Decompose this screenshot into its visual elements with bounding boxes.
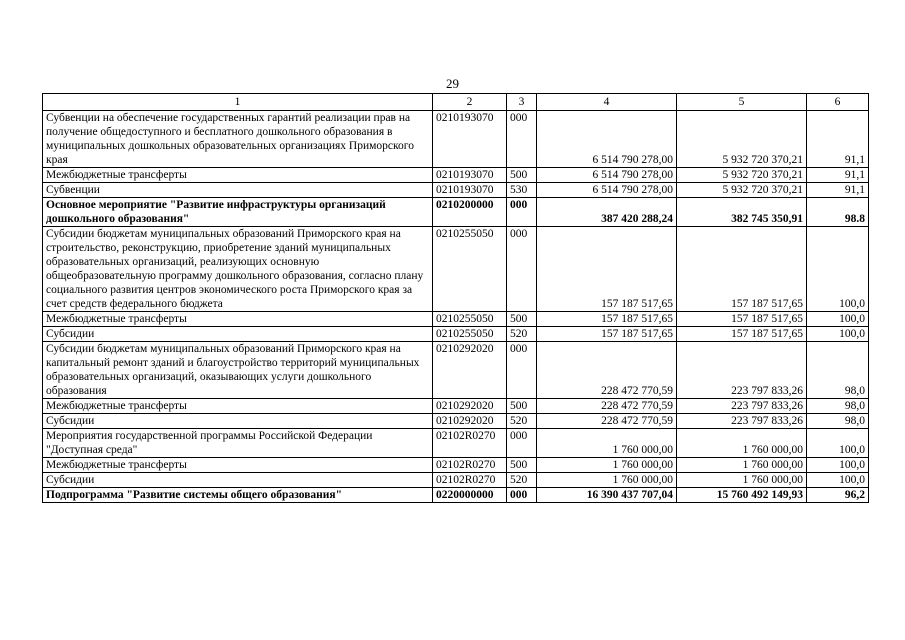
row-fact-cell: 157 187 517,65: [677, 227, 807, 312]
budget-table: [42, 93, 869, 503]
row-code-cell: 0210193070: [433, 183, 507, 198]
row-fact-cell: 1 760 000,00: [677, 429, 807, 458]
row-percent-cell: 100,0: [807, 312, 869, 327]
row-name-cell: Субсидии: [43, 414, 433, 429]
row-code-cell: 0210193070: [433, 111, 507, 168]
row-kind-cell: 500: [507, 168, 537, 183]
row-fact-cell: 5 932 720 370,21: [677, 183, 807, 198]
row-percent-cell: 91,1: [807, 183, 869, 198]
header-col-3: 3: [507, 94, 537, 111]
row-code-cell: 0210292020: [433, 399, 507, 414]
row-plan-cell: 1 760 000,00: [537, 429, 677, 458]
row-code-cell: 0210255050: [433, 312, 507, 327]
table-row: [43, 414, 869, 429]
table-row: [43, 111, 869, 168]
row-percent-cell: 100,0: [807, 327, 869, 342]
row-code-cell: 0210292020: [433, 414, 507, 429]
row-code-cell: 02102R0270: [433, 458, 507, 473]
table-row: [43, 342, 869, 399]
row-fact-cell: 223 797 833,26: [677, 414, 807, 429]
row-name-cell: Субвенции на обеспечение государственных гарантий реализации прав на получение общедоступного и бесплатного дошкольного образования в муниципальных дошкольных образовательных организациях Приморского края: [43, 111, 433, 168]
row-kind-cell: 520: [507, 473, 537, 488]
header-col-5: 5: [677, 94, 807, 111]
row-name-cell: Межбюджетные трансферты: [43, 168, 433, 183]
row-name-cell: Межбюджетные трансферты: [43, 458, 433, 473]
row-code-cell: 0210193070: [433, 168, 507, 183]
row-kind-cell: 000: [507, 429, 537, 458]
row-kind-cell: 000: [507, 488, 537, 503]
row-plan-cell: 157 187 517,65: [537, 312, 677, 327]
table-row: [43, 183, 869, 198]
row-code-cell: 0210200000: [433, 198, 507, 227]
row-kind-cell: 000: [507, 227, 537, 312]
row-plan-cell: 6 514 790 278,00: [537, 168, 677, 183]
table-row: [43, 458, 869, 473]
row-percent-cell: 100,0: [807, 429, 869, 458]
row-name-cell: Субсидии бюджетам муниципальных образований Приморского края на капитальный ремонт зданий и благоустройство территорий муниципальных образовательных организаций, оказывающих услуги дошкольного образования: [43, 342, 433, 399]
row-fact-cell: 382 745 350,91: [677, 198, 807, 227]
row-name-cell: Подпрограмма "Развитие системы общего образования": [43, 488, 433, 503]
row-name-cell: Субвенции: [43, 183, 433, 198]
row-plan-cell: 228 472 770,59: [537, 414, 677, 429]
row-plan-cell: 6 514 790 278,00: [537, 111, 677, 168]
row-plan-cell: 6 514 790 278,00: [537, 183, 677, 198]
row-kind-cell: 000: [507, 111, 537, 168]
row-plan-cell: 16 390 437 707,04: [537, 488, 677, 503]
row-fact-cell: 5 932 720 370,21: [677, 111, 807, 168]
row-fact-cell: 1 760 000,00: [677, 473, 807, 488]
row-plan-cell: 157 187 517,65: [537, 227, 677, 312]
row-name-cell: Субсидии: [43, 327, 433, 342]
row-kind-cell: 530: [507, 183, 537, 198]
table-row: [43, 488, 869, 503]
row-plan-cell: 387 420 288,24: [537, 198, 677, 227]
table-row: [43, 198, 869, 227]
row-fact-cell: 223 797 833,26: [677, 342, 807, 399]
row-percent-cell: 98,0: [807, 399, 869, 414]
header-col-6: 6: [807, 94, 869, 111]
row-code-cell: 0210255050: [433, 227, 507, 312]
row-percent-cell: 100,0: [807, 458, 869, 473]
row-kind-cell: 000: [507, 198, 537, 227]
table-row: [43, 429, 869, 458]
row-plan-cell: 228 472 770,59: [537, 399, 677, 414]
row-fact-cell: 223 797 833,26: [677, 399, 807, 414]
row-code-cell: 0210255050: [433, 327, 507, 342]
row-percent-cell: 100,0: [807, 473, 869, 488]
row-name-cell: Субсидии бюджетам муниципальных образований Приморского края на строительство, реконструкцию, приобретение зданий муниципальных образовательных организаций, реализующих основную общеобразовательную программу дошкольного образования, согласно плану социального развития центров экономического роста Приморского края за счет средств федерального бюджета: [43, 227, 433, 312]
row-kind-cell: 000: [507, 342, 537, 399]
row-plan-cell: 1 760 000,00: [537, 458, 677, 473]
row-kind-cell: 500: [507, 312, 537, 327]
row-code-cell: 0210292020: [433, 342, 507, 399]
row-plan-cell: 157 187 517,65: [537, 327, 677, 342]
row-fact-cell: 157 187 517,65: [677, 327, 807, 342]
table-row: [43, 168, 869, 183]
row-code-cell: 02102R0270: [433, 429, 507, 458]
row-percent-cell: 91,1: [807, 168, 869, 183]
row-fact-cell: 15 760 492 149,93: [677, 488, 807, 503]
row-percent-cell: 100,0: [807, 227, 869, 312]
header-col-4: 4: [537, 94, 677, 111]
table-row: [43, 473, 869, 488]
row-code-cell: 02102R0270: [433, 473, 507, 488]
row-kind-cell: 500: [507, 458, 537, 473]
row-fact-cell: 157 187 517,65: [677, 312, 807, 327]
row-plan-cell: 228 472 770,59: [537, 342, 677, 399]
row-percent-cell: 98,0: [807, 414, 869, 429]
table-row: [43, 312, 869, 327]
page-number: 29: [446, 76, 459, 91]
row-name-cell: Основное мероприятие "Развитие инфраструктуры организаций дошкольного образования": [43, 198, 433, 227]
row-kind-cell: 500: [507, 399, 537, 414]
row-plan-cell: 1 760 000,00: [537, 473, 677, 488]
row-name-cell: Межбюджетные трансферты: [43, 399, 433, 414]
row-fact-cell: 5 932 720 370,21: [677, 168, 807, 183]
row-name-cell: Межбюджетные трансферты: [43, 312, 433, 327]
row-percent-cell: 98.8: [807, 198, 869, 227]
row-fact-cell: 1 760 000,00: [677, 458, 807, 473]
header-row: [43, 94, 869, 111]
row-name-cell: Субсидии: [43, 473, 433, 488]
header-col-1: 1: [43, 94, 433, 111]
table-row: [43, 227, 869, 312]
row-kind-cell: 520: [507, 327, 537, 342]
row-percent-cell: 98,0: [807, 342, 869, 399]
row-percent-cell: 96,2: [807, 488, 869, 503]
header-col-2: 2: [433, 94, 507, 111]
table-row: [43, 399, 869, 414]
row-code-cell: 0220000000: [433, 488, 507, 503]
row-percent-cell: 91,1: [807, 111, 869, 168]
row-name-cell: Мероприятия государственной программы Российской Федерации "Доступная среда": [43, 429, 433, 458]
row-kind-cell: 520: [507, 414, 537, 429]
table-row: [43, 327, 869, 342]
